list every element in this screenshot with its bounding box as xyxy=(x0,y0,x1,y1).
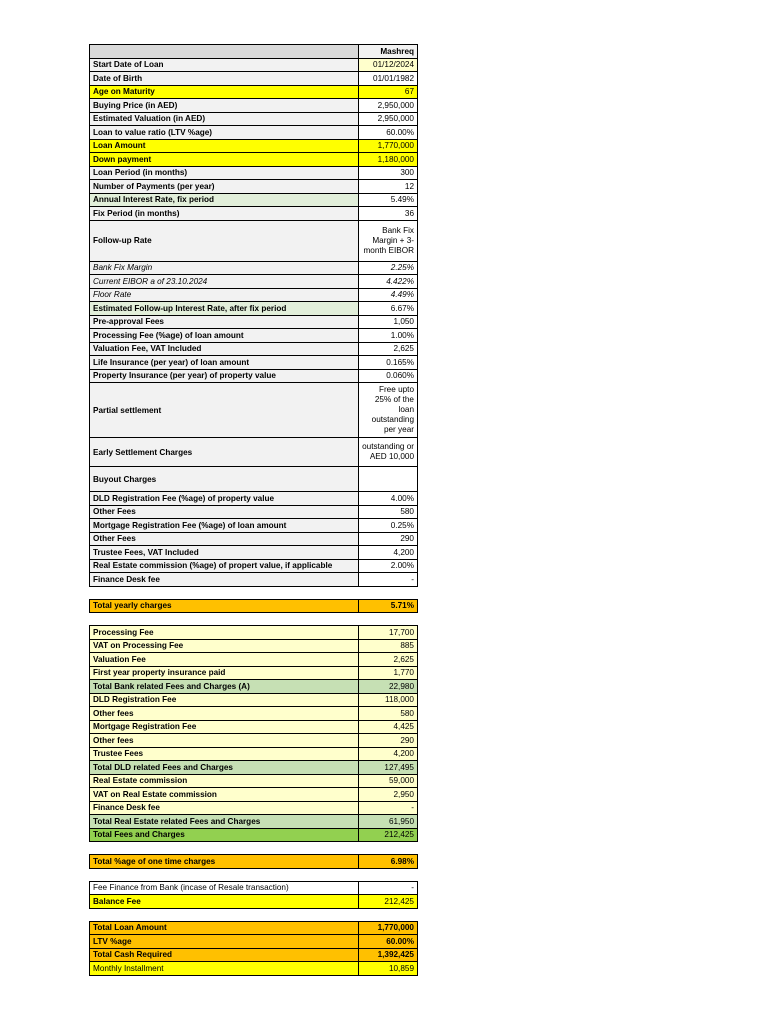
row-label: Annual Interest Rate, fix period xyxy=(90,193,359,207)
row-value: 6.67% xyxy=(359,302,418,316)
table-row xyxy=(90,72,418,86)
row-label: Total Real Estate related Fees and Charges xyxy=(90,815,359,829)
row-label: Total Bank related Fees and Charges (A) xyxy=(90,680,359,694)
row-value: 4.49% xyxy=(359,288,418,302)
row-label: Partial settlement xyxy=(90,383,359,438)
table-row xyxy=(90,801,418,815)
row-value: - xyxy=(359,801,418,815)
table-row xyxy=(90,505,418,519)
row-value: 10,859 xyxy=(359,962,418,976)
table-row xyxy=(90,573,418,587)
row-value: 2.00% xyxy=(359,559,418,573)
row-value: 60.00% xyxy=(359,935,418,949)
row-value: 17,700 xyxy=(359,626,418,640)
row-value: 4,200 xyxy=(359,747,418,761)
row-value: 60.00% xyxy=(359,126,418,140)
row-label: Processing Fee xyxy=(90,626,359,640)
row-label: Fee Finance from Bank (incase of Resale transaction) xyxy=(90,881,359,895)
row-label: Other fees xyxy=(90,734,359,748)
row-value: 61,950 xyxy=(359,815,418,829)
row-value: 2,950 xyxy=(359,788,418,802)
table-row xyxy=(90,275,418,289)
row-value: 4,425 xyxy=(359,720,418,734)
row-value: 12 xyxy=(359,180,418,194)
row-label: Finance Desk fee xyxy=(90,801,359,815)
loan-details-table xyxy=(89,44,418,587)
row-value: 1,180,000 xyxy=(359,153,418,167)
row-value: 1,770,000 xyxy=(359,921,418,935)
row-label: Start Date of Loan xyxy=(90,58,359,72)
row-label: Floor Rate xyxy=(90,288,359,302)
table-row xyxy=(90,693,418,707)
row-value: 2,950,000 xyxy=(359,99,418,113)
row-label: Trustee Fees xyxy=(90,747,359,761)
row-value: 2,950,000 xyxy=(359,112,418,126)
one-time-charges-table xyxy=(89,854,418,869)
row-label: Real Estate commission xyxy=(90,774,359,788)
row-value: outstanding or AED 10,000 xyxy=(359,438,418,467)
table-row xyxy=(90,126,418,140)
header-row xyxy=(90,45,418,59)
table-row xyxy=(90,921,418,935)
row-value: 212,425 xyxy=(359,828,418,842)
row-label: VAT on Real Estate commission xyxy=(90,788,359,802)
header-blank-cell xyxy=(90,45,359,59)
row-value: 01/01/1982 xyxy=(359,72,418,86)
table-row xyxy=(90,761,418,775)
table-row xyxy=(90,653,418,667)
row-label: Total Cash Required xyxy=(90,948,359,962)
row-label: Real Estate commission (%age) of propert value, if applicable xyxy=(90,559,359,573)
row-label: VAT on Processing Fee xyxy=(90,639,359,653)
row-label: Number of Payments (per year) xyxy=(90,180,359,194)
row-label: Valuation Fee xyxy=(90,653,359,667)
row-label: Estimated Follow-up Interest Rate, after fix period xyxy=(90,302,359,316)
row-label: DLD Registration Fee (%age) of property value xyxy=(90,492,359,506)
row-value: 1,770,000 xyxy=(359,139,418,153)
fees-table xyxy=(89,625,418,842)
row-value: 580 xyxy=(359,707,418,721)
row-value: 0.060% xyxy=(359,369,418,383)
table-row xyxy=(90,519,418,533)
row-value: 2,625 xyxy=(359,342,418,356)
row-label: Valuation Fee, VAT Included xyxy=(90,342,359,356)
summary-table xyxy=(89,921,418,976)
row-value: 127,495 xyxy=(359,761,418,775)
row-label: Monthly Installment xyxy=(90,962,359,976)
row-value: 1,770 xyxy=(359,666,418,680)
row-value: 6.98% xyxy=(359,855,418,869)
table-row xyxy=(90,626,418,640)
table-row xyxy=(90,815,418,829)
table-row xyxy=(90,342,418,356)
balance-table xyxy=(89,881,418,909)
row-value: Free upto 25% of the loan outstanding per year xyxy=(359,383,418,438)
row-label: Other Fees xyxy=(90,532,359,546)
yearly-charges-table xyxy=(89,599,418,614)
table-row xyxy=(90,962,418,976)
row-label: Total yearly charges xyxy=(90,599,359,613)
row-value: 22,980 xyxy=(359,680,418,694)
row-value: 1,392,425 xyxy=(359,948,418,962)
row-value: 5.49% xyxy=(359,193,418,207)
table-row xyxy=(90,438,418,467)
table-row xyxy=(90,734,418,748)
table-row xyxy=(90,99,418,113)
table-row xyxy=(90,467,418,492)
row-value: 300 xyxy=(359,166,418,180)
row-value xyxy=(359,467,418,492)
table-row xyxy=(90,666,418,680)
row-value: 01/12/2024 xyxy=(359,58,418,72)
row-value: 118,000 xyxy=(359,693,418,707)
table-row xyxy=(90,139,418,153)
loan-calculator-sheet xyxy=(89,44,417,976)
table-row xyxy=(90,788,418,802)
row-label: Life Insurance (per year) of loan amount xyxy=(90,356,359,370)
table-row xyxy=(90,288,418,302)
row-value: 59,000 xyxy=(359,774,418,788)
table-row xyxy=(90,220,418,261)
row-value: 0.165% xyxy=(359,356,418,370)
table-row xyxy=(90,948,418,962)
bank-name-header: Mashreq xyxy=(359,45,418,59)
total-yearly-charges-row xyxy=(90,599,418,613)
row-label: Total DLD related Fees and Charges xyxy=(90,761,359,775)
table-row xyxy=(90,166,418,180)
row-label: DLD Registration Fee xyxy=(90,693,359,707)
table-row xyxy=(90,112,418,126)
table-row xyxy=(90,85,418,99)
table-row xyxy=(90,532,418,546)
row-value: 36 xyxy=(359,207,418,221)
row-value: 290 xyxy=(359,532,418,546)
row-label: Date of Birth xyxy=(90,72,359,86)
table-row xyxy=(90,774,418,788)
table-row xyxy=(90,207,418,221)
row-label: Finance Desk fee xyxy=(90,573,359,587)
table-row xyxy=(90,639,418,653)
row-label: Buying Price (in AED) xyxy=(90,99,359,113)
row-label: Follow-up Rate xyxy=(90,220,359,261)
row-value: Bank Fix Margin + 3-month EIBOR xyxy=(359,220,418,261)
row-value: 4.00% xyxy=(359,492,418,506)
row-label: Trustee Fees, VAT Included xyxy=(90,546,359,560)
row-value: 212,425 xyxy=(359,895,418,909)
row-value: - xyxy=(359,881,418,895)
row-label: Total %age of one time charges xyxy=(90,855,359,869)
table-row xyxy=(90,559,418,573)
row-label: Loan to value ratio (LTV %age) xyxy=(90,126,359,140)
row-label: Down payment xyxy=(90,153,359,167)
row-value: 1.00% xyxy=(359,329,418,343)
row-label: Pre-approval Fees xyxy=(90,315,359,329)
row-label: Other Fees xyxy=(90,505,359,519)
row-value: 885 xyxy=(359,639,418,653)
row-label: Age on Maturity xyxy=(90,85,359,99)
row-label: Fix Period (in months) xyxy=(90,207,359,221)
table-row xyxy=(90,546,418,560)
table-row xyxy=(90,356,418,370)
row-value: 0.25% xyxy=(359,519,418,533)
row-label: Early Settlement Charges xyxy=(90,438,359,467)
row-value: 2.25% xyxy=(359,261,418,275)
row-value: - xyxy=(359,573,418,587)
row-label: Loan Amount xyxy=(90,139,359,153)
row-label: Current EIBOR a of 23.10.2024 xyxy=(90,275,359,289)
row-label: Mortgage Registration Fee xyxy=(90,720,359,734)
table-row xyxy=(90,707,418,721)
table-row xyxy=(90,315,418,329)
table-row xyxy=(90,895,418,909)
table-row xyxy=(90,680,418,694)
table-row xyxy=(90,329,418,343)
table-row xyxy=(90,747,418,761)
row-label: LTV %age xyxy=(90,935,359,949)
row-label: Buyout Charges xyxy=(90,467,359,492)
row-label: Mortgage Registration Fee (%age) of loan amount xyxy=(90,519,359,533)
row-label: Other fees xyxy=(90,707,359,721)
table-row xyxy=(90,261,418,275)
row-label: Total Fees and Charges xyxy=(90,828,359,842)
table-row xyxy=(90,369,418,383)
row-label: Total Loan Amount xyxy=(90,921,359,935)
row-label: Bank Fix Margin xyxy=(90,261,359,275)
row-value: 580 xyxy=(359,505,418,519)
row-label: Balance Fee xyxy=(90,895,359,909)
row-value: 4.422% xyxy=(359,275,418,289)
total-one-time-charges-row xyxy=(90,855,418,869)
row-label: Loan Period (in months) xyxy=(90,166,359,180)
table-row xyxy=(90,881,418,895)
row-value: 290 xyxy=(359,734,418,748)
table-row xyxy=(90,720,418,734)
row-label: First year property insurance paid xyxy=(90,666,359,680)
table-row xyxy=(90,935,418,949)
table-row xyxy=(90,58,418,72)
row-value: 67 xyxy=(359,85,418,99)
table-row xyxy=(90,383,418,438)
row-label: Property Insurance (per year) of property value xyxy=(90,369,359,383)
table-row xyxy=(90,302,418,316)
row-value: 4,200 xyxy=(359,546,418,560)
table-row xyxy=(90,193,418,207)
table-row xyxy=(90,180,418,194)
row-value: 5.71% xyxy=(359,599,418,613)
row-label: Estimated Valuation (in AED) xyxy=(90,112,359,126)
row-label: Processing Fee (%age) of loan amount xyxy=(90,329,359,343)
row-value: 1,050 xyxy=(359,315,418,329)
table-row xyxy=(90,153,418,167)
table-row xyxy=(90,492,418,506)
row-value: 2,625 xyxy=(359,653,418,667)
table-row xyxy=(90,828,418,842)
